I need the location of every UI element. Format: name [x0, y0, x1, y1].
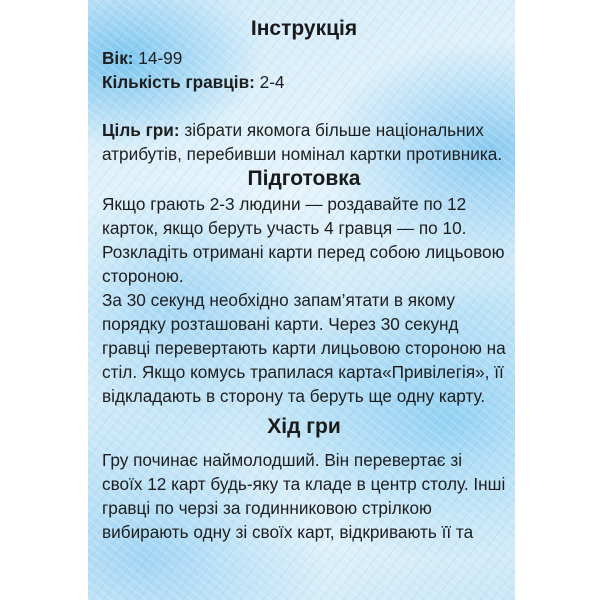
preparation-paragraph-1: Якщо грають 2-3 людини — роздавайте по 12 карток, якщо беруть участь 4 гравця — по 10. Розкладіть отримані карти перед собою лицьовою стороною. — [102, 194, 505, 286]
goal-label: Ціль гри: — [102, 120, 180, 140]
preparation-heading: Підготовка — [247, 167, 361, 190]
instruction-content — [102, 14, 506, 544]
players-line — [102, 70, 506, 94]
goal-paragraph — [102, 118, 506, 166]
gameplay-paragraph-1: Гру починає наймолодший. Він перевертає зі своїх 12 карт будь-яку та кладе в центр столу. Інші гравці по черзі за годинниковою стрілкою вибирають одну зі своїх карт, відкривають її та — [102, 450, 506, 542]
instruction-card — [88, 0, 515, 600]
gameplay-heading: Хід гри — [267, 415, 341, 438]
players-value: 2-4 — [259, 72, 285, 92]
page-title: Інструкція — [250, 17, 358, 40]
spacer — [102, 94, 506, 118]
preparation-paragraph-2: За 30 секунд необхідно запам’ятати в якому порядку розташовані карти. Через 30 секунд гравці перевертають карти лицьовою стороною на стіл. Якщо комусь трапилася карта«Привілегія», її відкладають в сторону та беруть ще одну карту. — [102, 290, 506, 406]
players-label: Кількість гравців: — [102, 72, 255, 92]
age-label: Вік: — [102, 48, 134, 68]
goal-text: зібрати якомога більше національних атрибутів, перебивши номінал картки противника. — [102, 120, 503, 164]
age-value: 14-99 — [138, 48, 183, 68]
age-line — [102, 46, 506, 70]
